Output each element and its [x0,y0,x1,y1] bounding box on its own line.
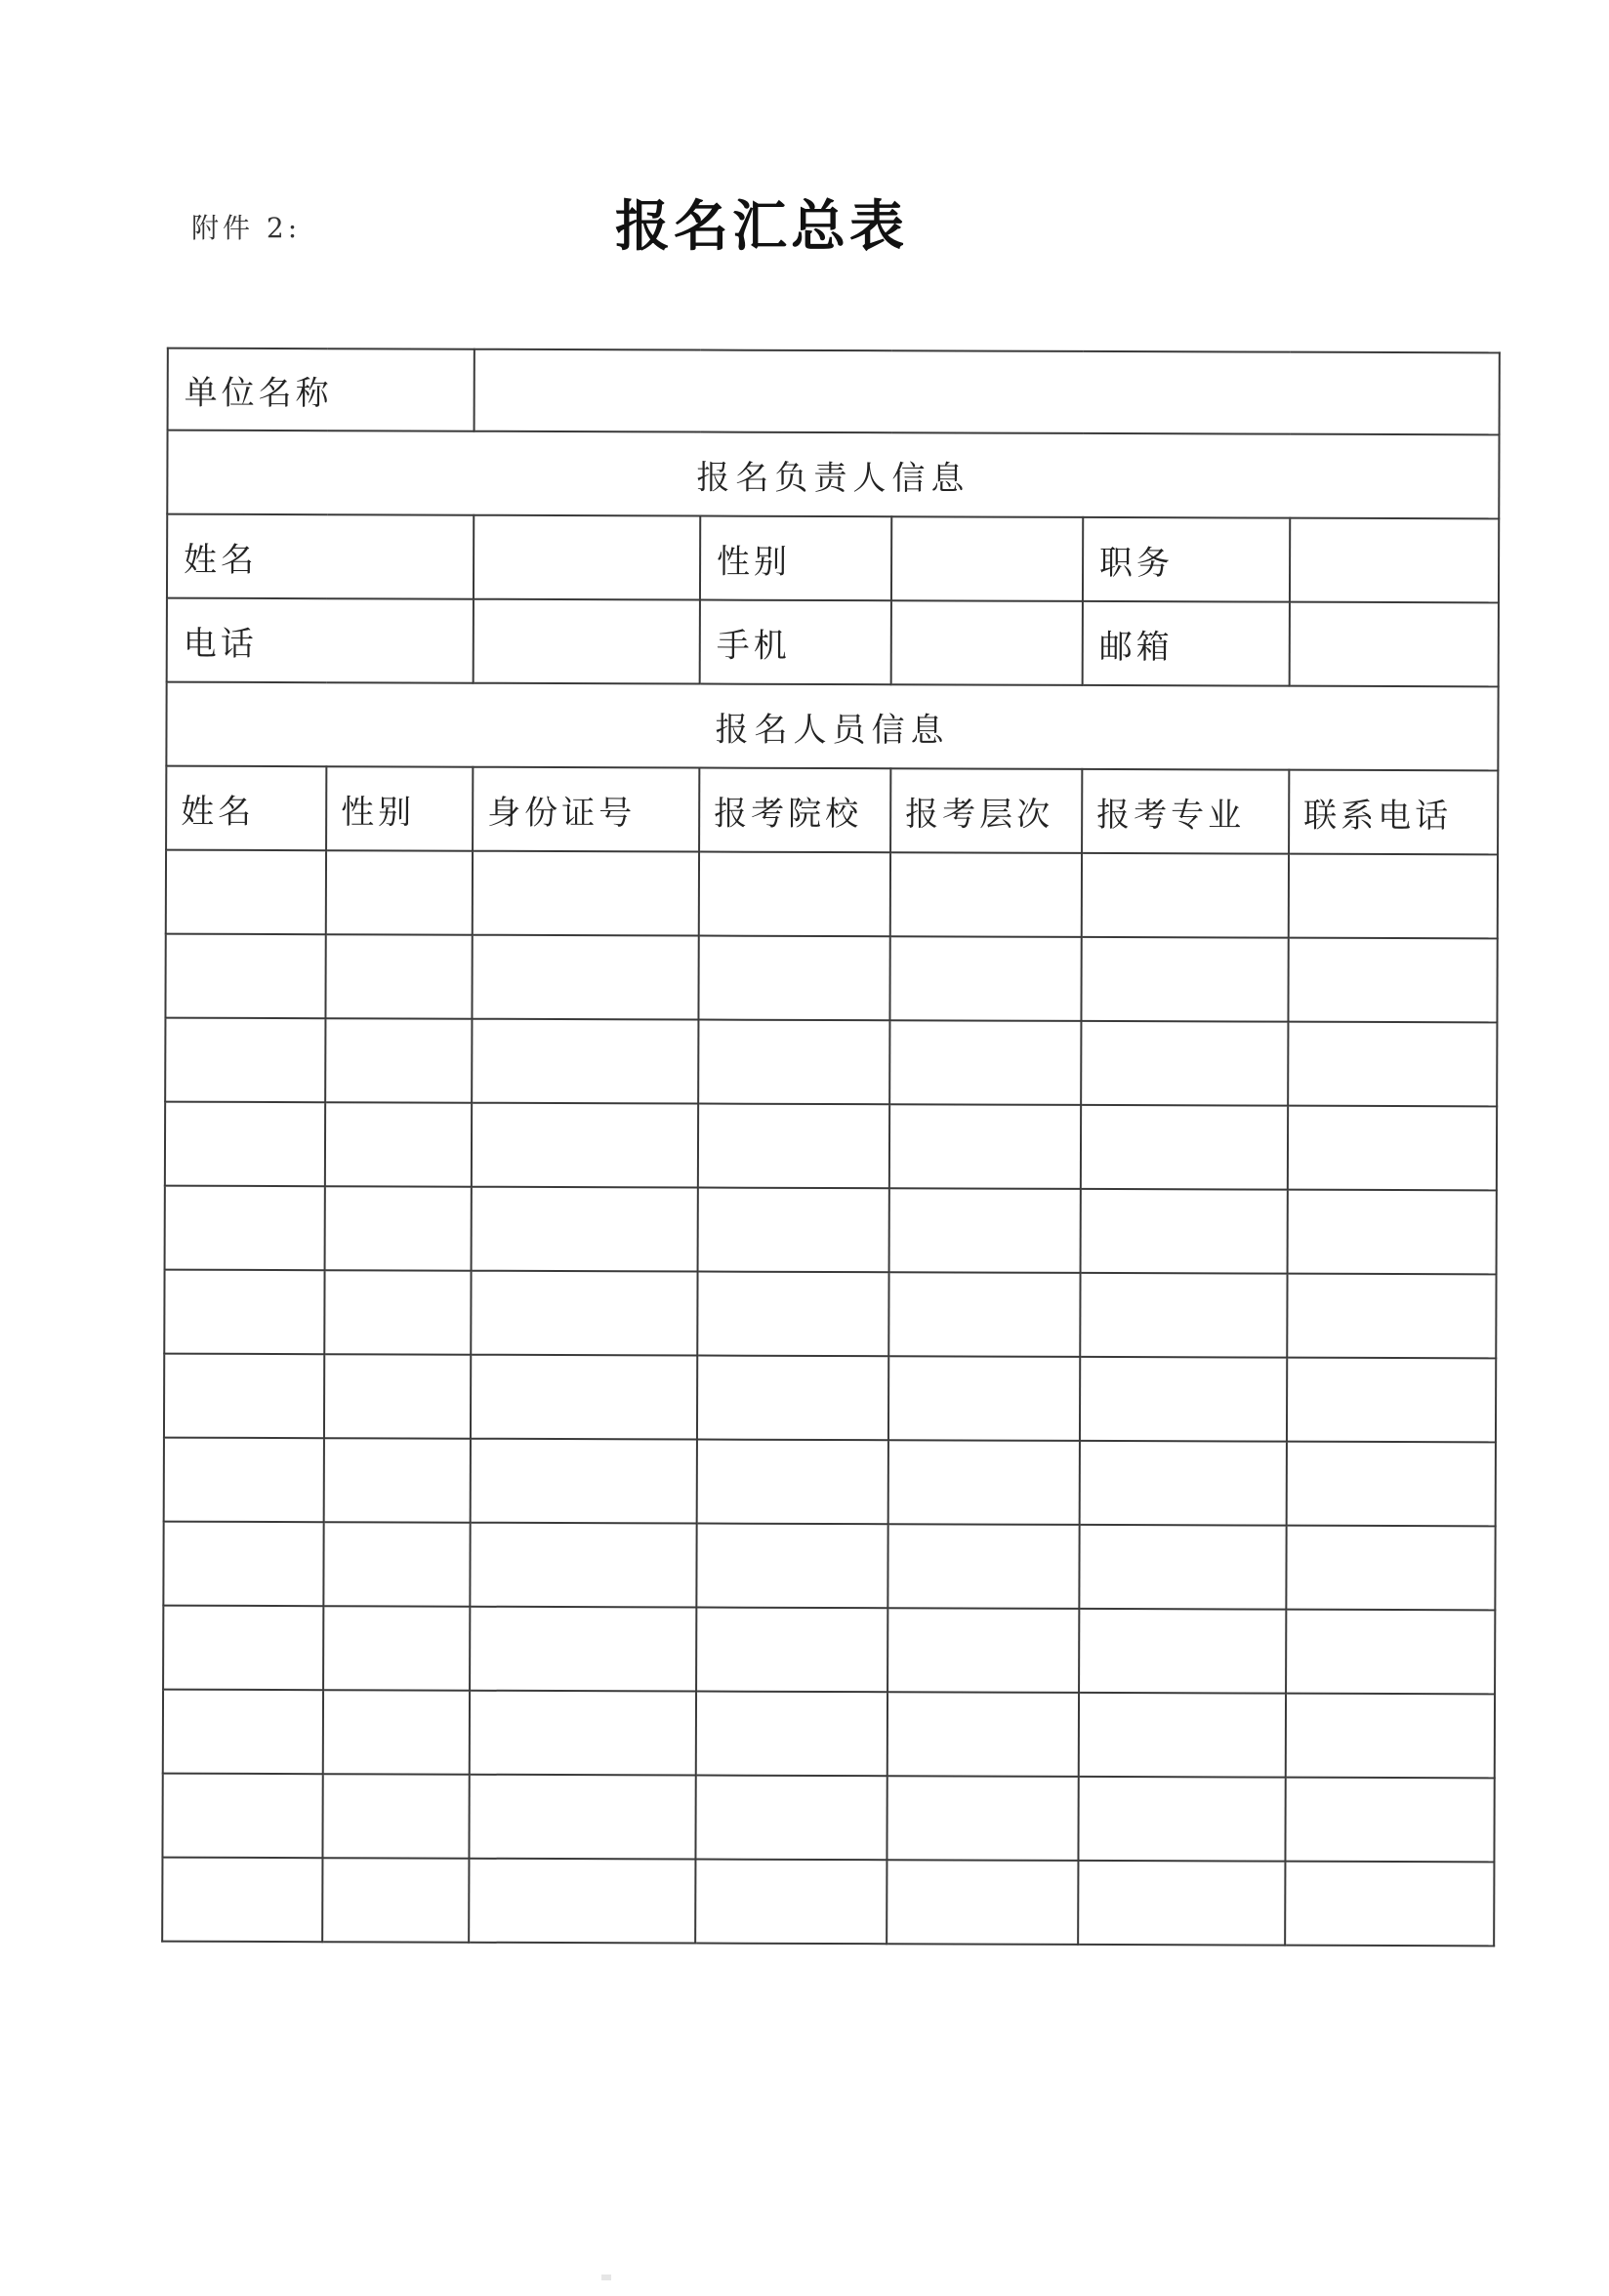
table-cell[interactable] [469,1775,695,1860]
contact-email-label: 邮箱 [1083,601,1290,686]
table-cell[interactable] [472,1187,698,1272]
table-row [165,1102,1497,1191]
table-row [166,850,1498,939]
table-cell[interactable] [471,1355,697,1440]
table-cell[interactable] [1079,1609,1286,1694]
table-cell[interactable] [889,1188,1081,1273]
table-cell[interactable] [324,1270,471,1355]
table-cell[interactable] [698,1104,889,1189]
table-cell[interactable] [472,1103,698,1188]
applicants-section-row [166,682,1498,771]
applicants-section-title: 报名人员信息 [166,682,1498,771]
table-cell[interactable] [472,1019,698,1104]
applicants-header-row [166,766,1498,855]
page-title: 报名汇总表 [615,195,908,259]
table-row [165,1018,1497,1107]
table-cell[interactable] [469,1859,695,1944]
table-row [164,1270,1496,1359]
table-cell[interactable] [165,1018,325,1103]
contact-position-label: 职务 [1083,517,1290,602]
table-cell[interactable] [698,1188,889,1273]
contact-phone-field[interactable] [474,599,700,684]
table-cell[interactable] [1288,1022,1497,1107]
contact-gender-label: 性别 [700,516,891,601]
table-cell[interactable] [699,852,890,937]
table-row [163,1690,1495,1779]
table-row [162,1774,1494,1863]
table-cell[interactable] [471,1439,697,1524]
table-cell[interactable] [164,1354,324,1439]
table-cell[interactable] [887,1608,1079,1693]
table-cell[interactable] [1080,1441,1287,1526]
table-cell[interactable] [1079,1693,1286,1778]
table-row [163,1606,1495,1695]
table-cell[interactable] [1081,937,1288,1022]
table-cell[interactable] [1285,1778,1494,1863]
table-cell[interactable] [165,1102,325,1187]
table-cell[interactable] [1288,1106,1497,1191]
unit-name-label: 单位名称 [168,348,474,431]
contact-row [167,514,1499,603]
table-cell[interactable] [1082,853,1289,938]
table-cell[interactable] [889,1020,1081,1105]
table-cell[interactable] [1289,854,1498,939]
table-cell[interactable] [1286,1694,1495,1779]
table-cell[interactable] [324,1354,471,1439]
column-header: 性别 [326,766,473,851]
table-cell[interactable] [889,936,1081,1021]
table-cell[interactable] [1080,1357,1287,1442]
contact-mobile-field[interactable] [891,600,1083,685]
table-row [165,934,1497,1023]
table-cell[interactable] [1287,1442,1496,1527]
contact-row [167,598,1499,687]
table-cell[interactable] [698,936,889,1021]
table-cell[interactable] [163,1606,323,1691]
table-cell[interactable] [1080,1273,1287,1358]
table-cell[interactable] [165,1186,325,1271]
contact-position-field[interactable] [1290,518,1499,603]
table-cell[interactable] [888,1440,1080,1525]
table-cell[interactable] [696,1608,887,1693]
table-cell[interactable] [163,1690,323,1775]
table-cell[interactable] [696,1524,887,1609]
table-cell[interactable] [1286,1610,1495,1695]
table-cell[interactable] [322,1774,469,1859]
table-row [164,1438,1496,1527]
unit-name-field[interactable] [474,349,1500,435]
table-cell[interactable] [162,1774,322,1859]
table-cell[interactable] [1288,938,1497,1023]
contact-name-field[interactable] [474,515,700,600]
table-cell[interactable] [887,1692,1079,1777]
contact-section-title: 报名负责人信息 [167,430,1499,519]
registration-form [161,348,1499,1948]
table-cell[interactable] [887,1860,1078,1945]
table-cell[interactable] [1285,1862,1494,1947]
table-cell[interactable] [695,1860,887,1945]
table-cell[interactable] [165,934,325,1019]
table-cell[interactable] [325,1102,472,1187]
table-cell[interactable] [470,1691,696,1776]
table-cell[interactable] [887,1776,1078,1861]
table-cell[interactable] [162,1858,322,1943]
contact-gender-field[interactable] [891,516,1083,601]
table-cell[interactable] [1081,1021,1288,1106]
table-cell[interactable] [889,1104,1081,1189]
contact-name-label: 姓名 [167,514,474,599]
table-cell[interactable] [164,1438,324,1523]
column-header: 报考专业 [1082,769,1289,854]
table-cell[interactable] [471,1271,697,1356]
column-header: 联系电话 [1289,770,1498,855]
registration-table [161,348,1501,1948]
table-cell[interactable] [1286,1526,1495,1611]
table-cell[interactable] [1288,1190,1497,1275]
table-cell[interactable] [697,1272,888,1357]
column-header: 身份证号 [473,767,699,852]
table-cell[interactable] [473,851,699,936]
scan-mark [601,2275,611,2280]
table-cell[interactable] [1078,1861,1285,1946]
table-cell[interactable] [323,1522,470,1607]
unit-row [168,348,1500,435]
table-cell[interactable] [323,1690,470,1775]
table-cell[interactable] [470,1607,696,1692]
table-row [165,1186,1497,1275]
contact-email-field[interactable] [1290,602,1499,687]
table-cell[interactable] [1287,1274,1496,1359]
table-cell[interactable] [1081,1105,1288,1190]
table-cell[interactable] [888,1272,1080,1357]
table-cell[interactable] [325,1018,472,1103]
table-cell[interactable] [325,934,472,1019]
table-cell[interactable] [324,1438,471,1523]
table-cell[interactable] [163,1522,323,1607]
table-cell[interactable] [696,1692,887,1777]
table-cell[interactable] [470,1523,696,1608]
table-cell[interactable] [164,1270,324,1355]
table-cell[interactable] [322,1858,469,1943]
table-cell[interactable] [472,935,698,1020]
contact-section-row [167,430,1499,519]
applicant-rows [162,850,1498,1947]
column-header: 姓名 [166,766,326,851]
table-cell[interactable] [890,852,1082,937]
table-row [164,1354,1496,1443]
table-row [162,1858,1494,1947]
table-cell[interactable] [887,1524,1079,1609]
column-header: 报考院校 [699,768,890,853]
table-cell[interactable] [1079,1525,1286,1610]
table-cell[interactable] [166,850,326,935]
table-row [163,1522,1495,1611]
table-cell[interactable] [695,1776,887,1861]
table-cell[interactable] [698,1020,889,1105]
table-cell[interactable] [888,1356,1080,1441]
table-cell[interactable] [1078,1777,1285,1862]
column-header: 报考层次 [890,768,1082,853]
table-cell[interactable] [1287,1358,1496,1443]
table-cell[interactable] [697,1440,888,1525]
table-cell[interactable] [325,1186,472,1271]
contact-phone-label: 电话 [167,598,474,683]
contact-mobile-label: 手机 [700,600,891,685]
table-cell[interactable] [1081,1189,1288,1274]
table-cell[interactable] [326,850,473,935]
attachment-label: 附件 2: [191,212,302,244]
table-cell[interactable] [323,1606,470,1691]
table-cell[interactable] [697,1356,888,1441]
